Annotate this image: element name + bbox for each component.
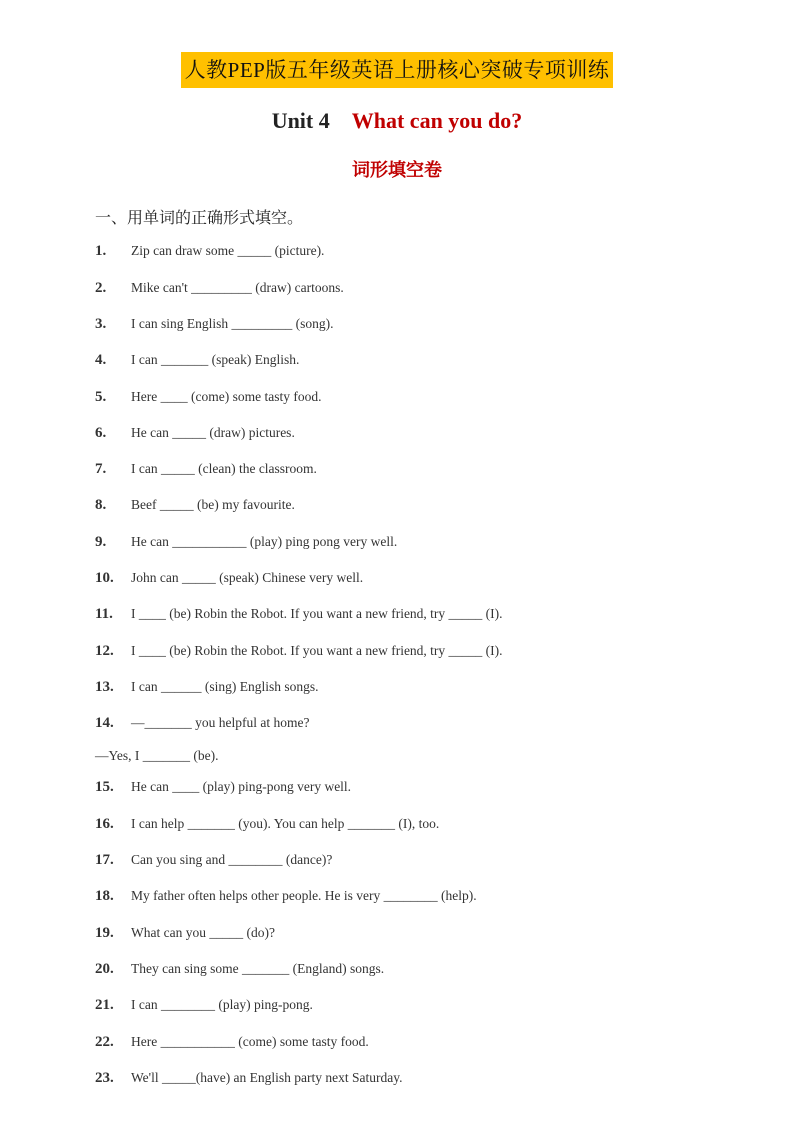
- question-number: 7.: [95, 461, 107, 477]
- question-item: [95, 643, 503, 660]
- document-title: 人教PEP版五年级英语上册核心突破专项训练: [181, 52, 614, 88]
- question-text: I can ______ (sing) English songs.: [131, 679, 319, 694]
- question-number: 2.: [95, 280, 107, 296]
- question-number: 10.: [95, 570, 114, 586]
- question-text: They can sing some _______ (England) songs.: [131, 961, 385, 976]
- question-item: [95, 852, 332, 869]
- question-item: [95, 997, 313, 1014]
- question-item: [95, 243, 324, 260]
- question-number: 15.: [95, 779, 114, 795]
- question-text: Here ___________ (come) some tasty food.: [131, 1034, 369, 1049]
- question-number: 5.: [95, 389, 107, 405]
- question-item: [95, 888, 477, 905]
- question-number: 8.: [95, 497, 107, 513]
- question-number: 19.: [95, 925, 114, 941]
- question-number: 9.: [95, 534, 107, 550]
- question-number: 17.: [95, 852, 114, 868]
- question-number: 6.: [95, 425, 107, 441]
- question-number: 3.: [95, 316, 107, 332]
- unit-label: Unit 4: [271, 108, 330, 133]
- question-text: I can _____ (clean) the classroom.: [131, 461, 317, 476]
- question-text: I can sing English _________ (song).: [131, 316, 334, 331]
- question-text: He can ___________ (play) ping pong very well.: [131, 534, 398, 549]
- unit-heading: [0, 108, 794, 134]
- question-item: [95, 1070, 403, 1087]
- question-item: [95, 316, 333, 333]
- question-item: [95, 425, 295, 442]
- question-text: Can you sing and ________ (dance)?: [131, 852, 333, 867]
- question-number: 14.: [95, 715, 114, 731]
- question-number: 4.: [95, 352, 107, 368]
- question-item: [95, 779, 351, 796]
- question-number: 1.: [95, 243, 107, 259]
- question-number: 18.: [95, 888, 114, 904]
- question-number: 16.: [95, 816, 114, 832]
- question-text: My father often helps other people. He is very ________ (help).: [131, 888, 477, 903]
- question-item: [95, 389, 321, 406]
- question-number: 11.: [95, 606, 113, 622]
- question-item: [95, 352, 299, 369]
- question-text: What can you _____ (do)?: [131, 925, 275, 940]
- question-text: Zip can draw some _____ (picture).: [131, 243, 325, 258]
- worksheet-subtitle: 词形填空卷: [352, 160, 442, 181]
- question-item: [95, 497, 295, 514]
- question-text: Here ____ (come) some tasty food.: [131, 389, 322, 404]
- question-item: [95, 961, 384, 978]
- question-number: 12.: [95, 643, 114, 659]
- question-number: 21.: [95, 997, 114, 1013]
- question-item: [95, 679, 318, 696]
- unit-question: What can you do?: [351, 108, 523, 133]
- section-heading: 一、用单词的正确形式填空。: [95, 208, 304, 227]
- question-number: 23.: [95, 1070, 114, 1086]
- question-item: [95, 1034, 369, 1051]
- question-text: John can _____ (speak) Chinese very well.: [131, 570, 364, 585]
- question-14-answer-line: —Yes, I _______ (be).: [95, 748, 219, 763]
- question-text: I can _______ (speak) English.: [131, 352, 300, 367]
- question-number: 22.: [95, 1034, 114, 1050]
- question-item: [95, 816, 439, 833]
- question-number: 20.: [95, 961, 114, 977]
- question-text: I can ________ (play) ping-pong.: [131, 997, 313, 1012]
- question-item: [95, 461, 317, 478]
- question-text: I can help _______ (you). You can help _______ (I), too.: [131, 816, 440, 831]
- question-text: Mike can't _________ (draw) cartoons.: [131, 280, 344, 295]
- question-text: He can ____ (play) ping-pong very well.: [131, 779, 352, 794]
- question-text: We'll _____(have) an English party next Saturday.: [131, 1070, 403, 1085]
- question-text: Beef _____ (be) my favourite.: [131, 497, 295, 512]
- question-item: [95, 606, 503, 623]
- question-number: 13.: [95, 679, 114, 695]
- question-item: [95, 534, 397, 551]
- question-item: [95, 925, 275, 942]
- question-text: I ____ (be) Robin the Robot. If you want a new friend, try _____ (I).: [131, 606, 503, 621]
- question-item: [95, 715, 309, 732]
- title-banner: [0, 52, 794, 88]
- question-text: I ____ (be) Robin the Robot. If you want a new friend, try _____ (I).: [131, 643, 503, 658]
- question-text: He can _____ (draw) pictures.: [131, 425, 295, 440]
- question-text: —_______ you helpful at home?: [131, 715, 310, 730]
- question-item: [95, 570, 363, 587]
- question-item: [95, 280, 344, 297]
